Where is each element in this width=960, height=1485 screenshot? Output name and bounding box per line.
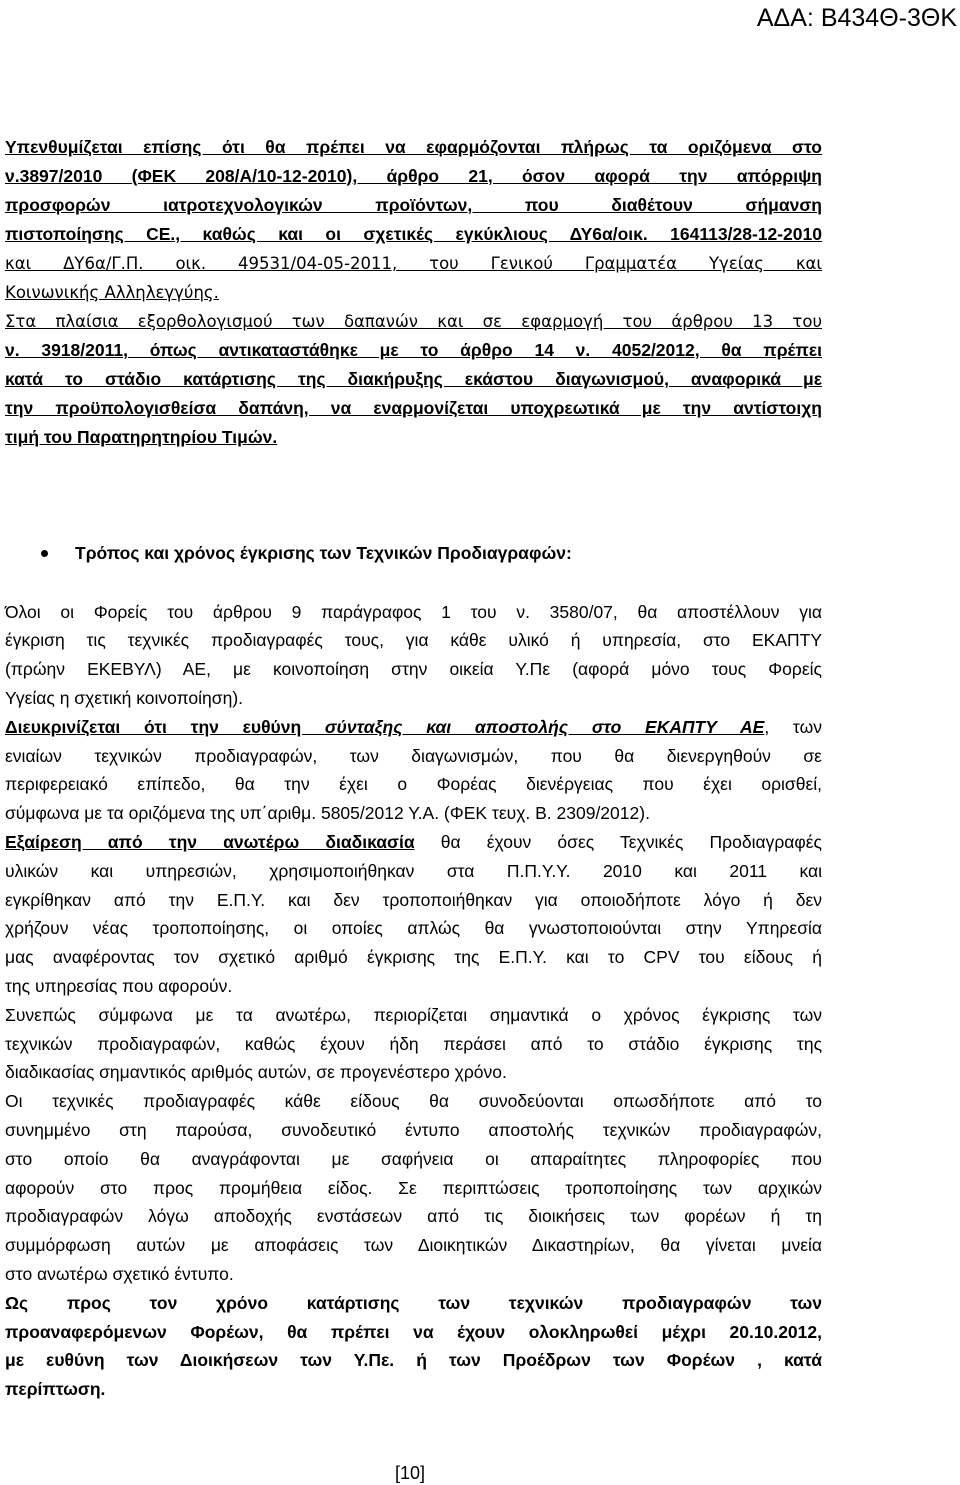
text-line: χρήζουν νέας τροποποίησης, οι οποίες απλώς θα γνωστοποιούνται στην Υπηρεσία bbox=[5, 918, 822, 939]
exception-paragraph bbox=[5, 828, 822, 1001]
intro-section bbox=[5, 133, 822, 453]
ada-identifier: ΑΔΑ: Β434Θ-3ΘΚ bbox=[756, 4, 957, 32]
responsibility-paragraph bbox=[5, 713, 822, 828]
text-line: Υπενθυμίζεται επίσης ότι θα πρέπει να εφαρμόζονται πλήρως τα οριζόμενα στο bbox=[5, 136, 822, 157]
emphasis-text: Εξαίρεση από την ανωτέρω διαδικασία bbox=[5, 831, 415, 852]
text-line: Υγείας η σχετική κοινοποίηση). bbox=[5, 687, 244, 708]
text-line: προδιαγραφών λόγω αποδοχής ενστάσεων από τις διοικήσεις των φορέων ή τη bbox=[5, 1206, 822, 1227]
submission-paragraph bbox=[5, 598, 822, 713]
text-line: μας αναφέροντας τον σχετικό αριθμό έγκρισης της Ε.Π.Υ. και το CPV του είδους ή bbox=[5, 947, 822, 968]
text-line bbox=[5, 713, 822, 742]
text-line: σύμφωνα με τα οριζόμενα της υπ΄αριθμ. 5805/2012 Υ.Α. (ΦΕΚ τευχ. Β. 2309/2012). bbox=[5, 803, 650, 824]
text-line: περίπτωση. bbox=[5, 1379, 106, 1400]
text-line: συμμόρφωση αυτών με αποφάσεις των Διοικητικών Δικαστηρίων, θα γίνεται μνεία bbox=[5, 1235, 822, 1256]
accompanying-form-paragraph bbox=[5, 1087, 822, 1289]
consequence-paragraph bbox=[5, 1001, 822, 1087]
text-line: την προϋπολογισθείσα δαπάνη, να εναρμονίζεται υποχρεωτικά με την αντίστοιχη bbox=[5, 398, 822, 419]
text-line: Οι τεχνικές προδιαγραφές κάθε είδους θα συνοδεύονται οπωσδήποτε από το bbox=[5, 1091, 822, 1112]
text-line: τιμή του Παρατηρητηρίου Τιμών. bbox=[5, 427, 278, 448]
text-line: τεχνικών προδιαγραφών, καθώς έχουν ήδη περάσει από το στάδιο έγκρισης της bbox=[5, 1033, 822, 1054]
text-line: Κοινωνικής Αλληλεγγύης. bbox=[5, 282, 219, 302]
text-line: Συνεπώς σύμφωνα με τα ανωτέρω, περιορίζεται σημαντικά ο χρόνος έγκρισης των bbox=[5, 1004, 822, 1025]
text-line: προαναφερόμενων Φορέων, θα πρέπει να έχουν ολοκληρωθεί μέχρι 20.10.2012, bbox=[5, 1321, 822, 1342]
text-line: προσφορών ιατροτεχνολογικών προϊόντων, που διαθέτουν σήμανση bbox=[5, 194, 822, 215]
emphasis-text: Διευκρινίζεται ότι την ευθύνη bbox=[5, 716, 325, 737]
text-line: ν. 3918/2011, όπως αντικαταστάθηκε με το άρθρο 14 ν. 4052/2012, θα πρέπει bbox=[5, 340, 822, 361]
plain-text: θα έχουν όσες Τεχνικές Προδιαγραφές bbox=[414, 831, 822, 852]
section-heading: Τρόπος και χρόνος έγκρισης των Τεχνικών Προδιαγραφών: bbox=[75, 542, 572, 563]
plain-text: , των bbox=[764, 716, 822, 737]
page-number: [10] bbox=[395, 1463, 426, 1483]
text-line: πιστοποίησης CE., καθώς και οι σχετικές εγκύκλιους ΔΥ6α/οικ. 164113/28-12-2010 bbox=[5, 223, 822, 244]
text-line: ν.3897/2010 (ΦΕΚ 208/Α/10-12-2010), άρθρο 21, όσον αφορά την απόρριψη bbox=[5, 165, 822, 186]
text-line: στο ανωτέρω σχετικό έντυπο. bbox=[5, 1263, 234, 1284]
text-line: και ΔΥ6α/Γ.Π. οικ. 49531/04-05-2011, του Γενικού Γραμματέα Υγείας και bbox=[5, 253, 822, 273]
bullet-icon bbox=[41, 550, 48, 557]
text-line bbox=[5, 828, 822, 857]
text-line: της υπηρεσίας που αφορούν. bbox=[5, 975, 233, 996]
reminder-paragraph bbox=[5, 133, 822, 308]
text-line: έγκριση τις τεχνικές προδιαγραφές τους, για κάθε υλικό ή υπηρεσία, στο ΕΚΑΠΤΥ bbox=[5, 630, 822, 651]
deadline-paragraph bbox=[5, 1289, 822, 1404]
budget-paragraph bbox=[5, 307, 822, 452]
text-line: συνημμένο στη παρούσα, συνοδευτικό έντυπο αποστολής τεχνικών προδιαγραφών, bbox=[5, 1119, 822, 1140]
text-line: Ως προς τον χρόνο κατάρτισης των τεχνικών προδιαγραφών των bbox=[5, 1292, 822, 1313]
text-line: ενιαίων τεχνικών προδιαγραφών, των διαγωνισμών, που θα διενεργηθούν σε bbox=[5, 745, 822, 766]
text-line: με ευθύνη των Διοικήσεων των Υ.Πε. ή των Προέδρων των Φορέων , κατά bbox=[5, 1350, 822, 1371]
text-line: διαδικασίας σημαντικός αριθμός αυτών, σε προγενέστερο χρόνο. bbox=[5, 1062, 507, 1083]
text-line: στο οποίο θα αναγράφονται με σαφήνεια οι απαραίτητες πληροφορίες που bbox=[5, 1148, 822, 1169]
approval-section bbox=[5, 598, 822, 1404]
text-line: αφορούν στο προς προμήθεια είδος. Σε περιπτώσεις τροποποίησης των αρχικών bbox=[5, 1177, 822, 1198]
text-line: Όλοι οι Φορείς του άρθρου 9 παράγραφος 1 του ν. 3580/07, θα αποστέλλουν για bbox=[5, 601, 822, 622]
text-line: περιφερειακό επίπεδο, θα την έχει ο Φορέας διενέργειας που έχει ορισθεί, bbox=[5, 774, 822, 795]
emphasis-italic-text: σύνταξης και αποστολής στο ΕΚΑΠΤΥ ΑΕ bbox=[324, 716, 765, 737]
text-line: εγκρίθηκαν από την Ε.Π.Υ. και δεν τροποποιήθηκαν για οποιοδήποτε λόγο ή δεν bbox=[5, 889, 822, 910]
text-line: Στα πλαίσια εξορθολογισμού των δαπανών και σε εφαρμογή του άρθρου 13 του bbox=[5, 312, 822, 332]
text-line: υλικών και υπηρεσιών, χρησιμοποιήθηκαν στα Π.Π.Υ.Υ. 2010 και 2011 και bbox=[5, 860, 822, 881]
text-line: κατά το στάδιο κατάρτισης της διακήρυξης εκάστου διαγωνισμού, αναφορικά με bbox=[5, 369, 822, 390]
text-line: (πρώην ΕΚΕΒΥΛ) ΑΕ, με κοινοποίηση στην οικεία Υ.Πε (αφορά μόνο τους Φορείς bbox=[5, 659, 822, 680]
